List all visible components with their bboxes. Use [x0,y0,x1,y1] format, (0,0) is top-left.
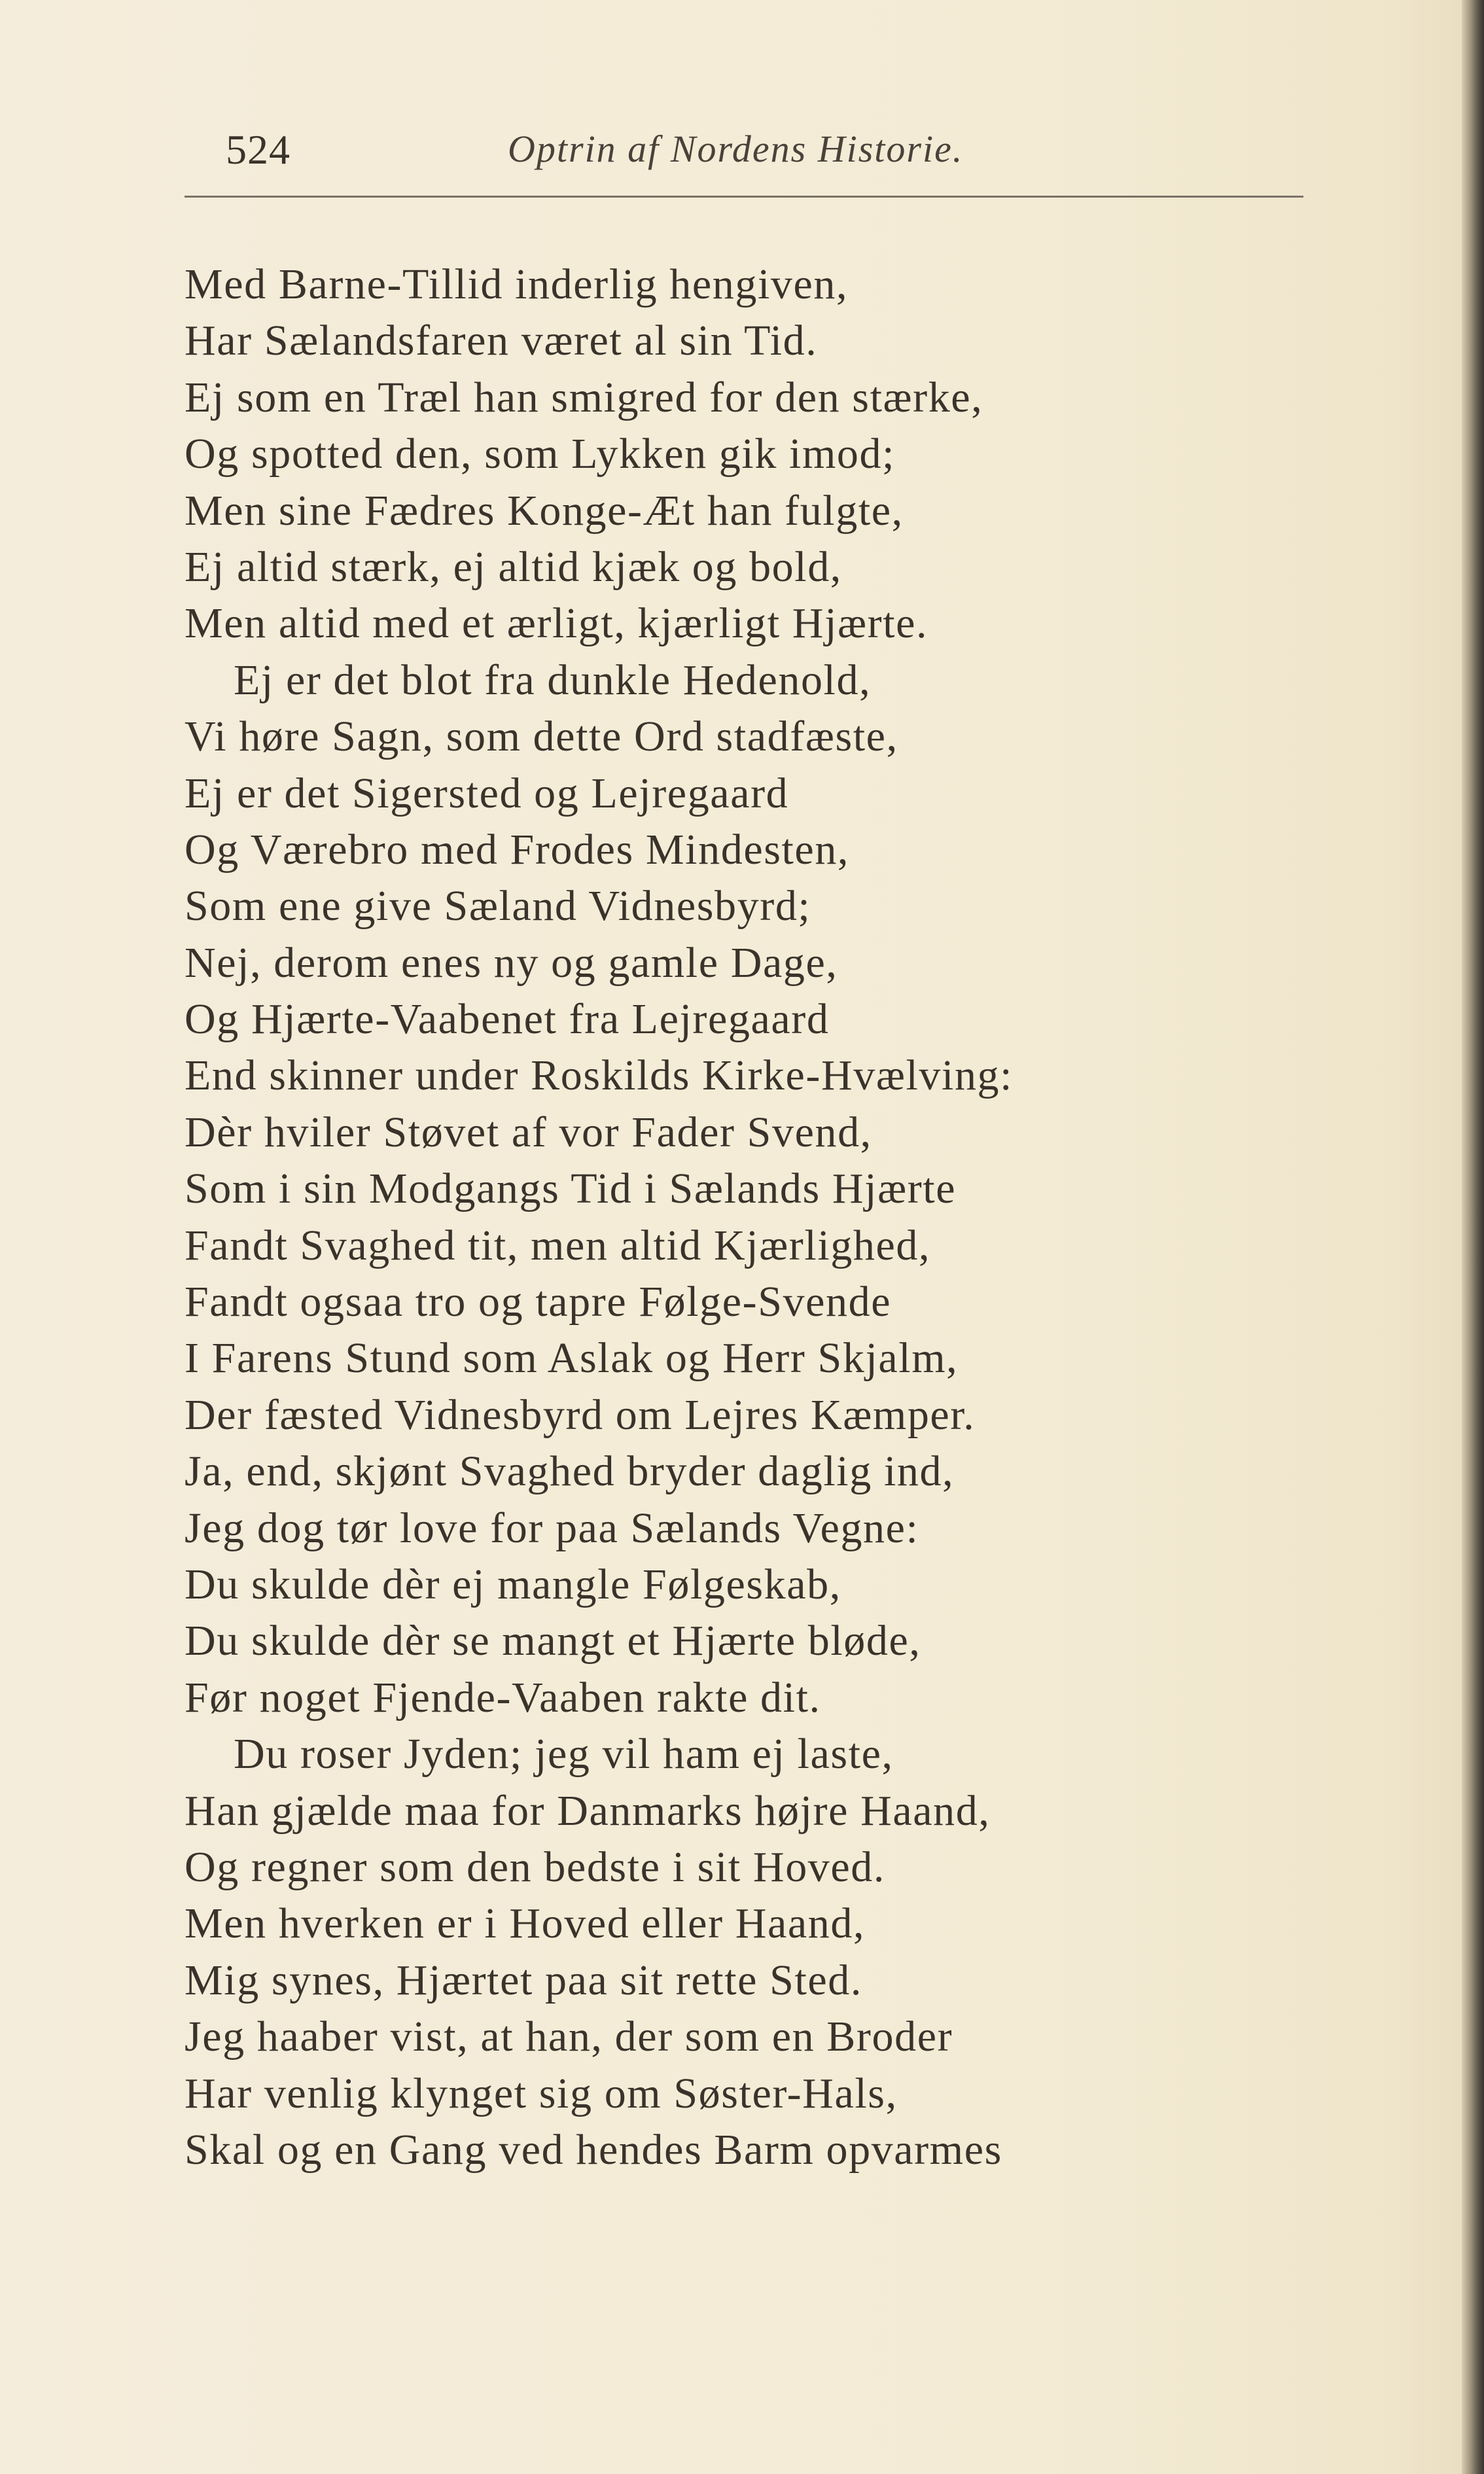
poem-line: Han gjælde maa for Danmarks højre Haand, [185,1786,991,1835]
poem-text [185,256,1258,2178]
poem-line: Dèr hviler Støvet af vor Fader Svend, [185,1108,872,1156]
poem-line: Som i sin Modgangs Tid i Sælands Hjærte [185,1165,957,1213]
poem-line: Med Barne-Tillid inderlig hengiven, [185,260,849,308]
poem-line: Har Sælandsfaren været al sin Tid. [185,317,818,365]
poem-line: Ej er det blot fra dunkle Hedenold, [234,656,872,704]
poem-line: Som ene give Sæland Vidnesbyrd; [185,882,811,930]
poem-line: Du skulde dèr ej mangle Følgeskab, [185,1560,841,1608]
poem-line: Og regner som den bedste i sit Hoved. [185,1843,885,1891]
poem-line: Du roser Jyden; jeg vil ham ej laste, [234,1730,894,1778]
poem-line: Mig synes, Hjærtet paa sit rette Sted. [185,1956,862,2004]
poem-line: I Farens Stund som Aslak og Herr Skjalm, [185,1334,959,1383]
poem-line: Ej som en Træl han smigred for den stærke, [185,373,983,421]
running-title: Optrin af Nordens Historie. [508,128,964,170]
page-binding-edge [1462,0,1484,2474]
poem-line: Og Hjærte-Vaabenet fra Lejregaard [185,995,830,1044]
poem-line: Fandt Svaghed tit, men altid Kjærlighed, [185,1221,931,1269]
poem-line: Skal og en Gang ved hendes Barm opvarmes [185,2125,1002,2174]
poem-line: Ja, end, skjønt Svaghed bryder daglig ind, [185,1447,955,1496]
poem-line: Nej, derom enes ny og gamle Dage, [185,938,838,987]
poem-line: Vi høre Sagn, som dette Ord stadfæste, [185,713,898,761]
poem-line: Men hverken er i Hoved eller Haand, [185,1900,866,1948]
poem-line: Ej altid stærk, ej altid kjæk og bold, [185,542,842,591]
poem-line: Der fæsted Vidnesbyrd om Lejres Kæmper. [185,1390,976,1439]
header-rule [185,196,1303,198]
poem-line: Har venlig klynget sig om Søster-Hals, [185,2069,898,2117]
poem-line: Men altid med et ærligt, kjærligt Hjærte. [185,599,928,648]
poem-line: Ej er det Sigersted og Lejregaard [185,769,789,817]
poem-line: Jeg dog tør love for paa Sælands Vegne: [185,1504,919,1552]
poem-line: Du skulde dèr se mangt et Hjærte bløde, [185,1617,921,1665]
poem-line: End skinner under Roskilds Kirke-Hvælving: [185,1051,1014,1100]
poem-line: Jeg haaber vist, at han, der som en Broder [185,2013,953,2061]
poem-line: Før noget Fjende-Vaaben rakte dit. [185,1673,821,1722]
page-number: 524 [226,126,291,173]
poem-line: Fandt ogsaa tro og tapre Følge-Svende [185,1278,892,1326]
poem-line: Og Værebro med Frodes Mindesten, [185,825,850,874]
poem-line: Men sine Fædres Konge-Æt han fulgte, [185,486,904,535]
poem-line: Og spotted den, som Lykken gik imod; [185,430,896,478]
